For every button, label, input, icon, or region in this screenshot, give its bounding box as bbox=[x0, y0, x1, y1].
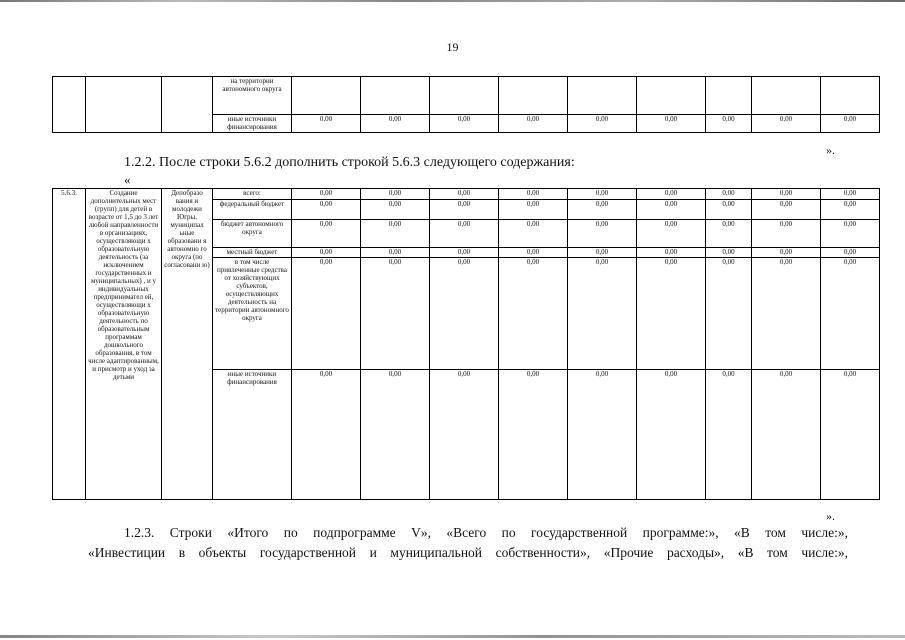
value-cell: 0,00 bbox=[430, 370, 499, 500]
closing-quote: ». bbox=[826, 143, 835, 157]
value-cell: 0,00 bbox=[292, 258, 361, 370]
page-number: 19 bbox=[446, 40, 459, 54]
value-cell: 0,00 bbox=[361, 189, 430, 200]
value-cell: 0,00 bbox=[292, 115, 361, 133]
value-cell: 0,00 bbox=[499, 189, 568, 200]
value-cell bbox=[430, 77, 499, 115]
value-cell bbox=[361, 77, 430, 115]
value-cell: 0,00 bbox=[752, 220, 821, 248]
empty-cell bbox=[162, 77, 213, 133]
value-cell bbox=[752, 77, 821, 115]
funding-source-label: местный бюджет bbox=[213, 248, 292, 258]
table-row bbox=[53, 189, 880, 200]
value-cell: 0,00 bbox=[752, 189, 821, 200]
row-number: 5.6.3. bbox=[53, 189, 86, 500]
value-cell: 0,00 bbox=[821, 115, 880, 133]
value-cell: 0,00 bbox=[706, 370, 752, 500]
value-cell bbox=[292, 77, 361, 115]
funding-source-label: иные источники финансирования bbox=[213, 370, 292, 500]
funding-source-label: в том числе привлеченные средства от хозяйствующих субъектов, осуществляющих деятельность на территории автономного округа bbox=[213, 258, 292, 370]
section-heading: 1.2.2. После строки 5.6.2 дополнить строкой 5.6.3 следующего содержания: bbox=[124, 155, 575, 170]
value-cell: 0,00 bbox=[568, 189, 637, 200]
value-cell: 0,00 bbox=[430, 115, 499, 133]
value-cell: 0,00 bbox=[361, 248, 430, 258]
value-cell: 0,00 bbox=[292, 200, 361, 220]
paragraph-line: «Инвестиции в объекты государственной и муниципальной собственности», «Прочие расходы», «В том числе:», bbox=[88, 545, 848, 560]
value-cell: 0,00 bbox=[361, 258, 430, 370]
value-cell: 0,00 bbox=[292, 370, 361, 500]
value-cell: 0,00 bbox=[752, 200, 821, 220]
value-cell bbox=[821, 77, 880, 115]
funding-source-label: бюджет автономного округа bbox=[213, 220, 292, 248]
value-cell: 0,00 bbox=[637, 189, 706, 200]
value-cell: 0,00 bbox=[499, 258, 568, 370]
value-cell: 0,00 bbox=[637, 220, 706, 248]
value-cell: 0,00 bbox=[637, 200, 706, 220]
paragraph-line: 1.2.3. Строки «Итого по подпрограмме V», «Всего по государственной программе:», «В том числе:», bbox=[124, 525, 848, 540]
value-cell: 0,00 bbox=[821, 200, 880, 220]
value-cell: 0,00 bbox=[752, 258, 821, 370]
value-cell: 0,00 bbox=[821, 189, 880, 200]
value-cell: 0,00 bbox=[706, 115, 752, 133]
value-cell: 0,00 bbox=[637, 115, 706, 133]
value-cell: 0,00 bbox=[637, 370, 706, 500]
funding-source-label: федеральный бюджет bbox=[213, 200, 292, 220]
value-cell: 0,00 bbox=[706, 189, 752, 200]
value-cell: 0,00 bbox=[706, 258, 752, 370]
value-cell: 0,00 bbox=[568, 258, 637, 370]
funding-source-label: всего: bbox=[213, 189, 292, 200]
value-cell: 0,00 bbox=[568, 370, 637, 500]
activity-description: Создание дополнительных мест (групп) для детей в возрасте от 1,5 до 3 лет любой направленности в организациях, осуществляющи х образовательную деятельность (за исключением государственных и муниципальных) , и у индивидуальных предпринимател ей, осуществляющи х образовательную деятельность по образовательным программам дошкольного образования, в том числе адаптированным, и присмотр и уход за детьми bbox=[86, 189, 162, 500]
value-cell: 0,00 bbox=[361, 115, 430, 133]
executor: Депобразо вания и молодежи Югры, муниципал ьные образовани я автономно го округа (по согласовани ю) bbox=[162, 189, 213, 500]
value-cell: 0,00 bbox=[568, 220, 637, 248]
value-cell: 0,00 bbox=[568, 115, 637, 133]
value-cell: 0,00 bbox=[499, 370, 568, 500]
value-cell: 0,00 bbox=[430, 258, 499, 370]
closing-quote: ». bbox=[826, 509, 835, 523]
value-cell: 0,00 bbox=[821, 258, 880, 370]
value-cell: 0,00 bbox=[821, 220, 880, 248]
value-cell bbox=[568, 77, 637, 115]
value-cell: 0,00 bbox=[568, 248, 637, 258]
value-cell bbox=[499, 77, 568, 115]
value-cell bbox=[637, 77, 706, 115]
funding-source-label: иные источники финансирования bbox=[213, 115, 292, 133]
funding-source-label: на территории автономного округа bbox=[213, 77, 292, 115]
value-cell: 0,00 bbox=[430, 200, 499, 220]
value-cell: 0,00 bbox=[752, 248, 821, 258]
value-cell: 0,00 bbox=[292, 248, 361, 258]
value-cell: 0,00 bbox=[292, 189, 361, 200]
value-cell: 0,00 bbox=[499, 248, 568, 258]
value-cell: 0,00 bbox=[706, 248, 752, 258]
value-cell: 0,00 bbox=[821, 248, 880, 258]
value-cell: 0,00 bbox=[752, 370, 821, 500]
scan-edge-bottom bbox=[0, 635, 905, 638]
value-cell bbox=[706, 77, 752, 115]
value-cell: 0,00 bbox=[568, 200, 637, 220]
value-cell: 0,00 bbox=[430, 248, 499, 258]
value-cell: 0,00 bbox=[706, 200, 752, 220]
value-cell: 0,00 bbox=[752, 115, 821, 133]
table-row bbox=[53, 77, 880, 115]
value-cell: 0,00 bbox=[292, 220, 361, 248]
value-cell: 0,00 bbox=[361, 200, 430, 220]
value-cell: 0,00 bbox=[430, 220, 499, 248]
empty-cell bbox=[53, 77, 86, 133]
value-cell: 0,00 bbox=[637, 258, 706, 370]
value-cell: 0,00 bbox=[499, 115, 568, 133]
value-cell: 0,00 bbox=[430, 189, 499, 200]
value-cell: 0,00 bbox=[821, 370, 880, 500]
scan-edge-top bbox=[0, 0, 905, 2]
value-cell: 0,00 bbox=[499, 200, 568, 220]
value-cell: 0,00 bbox=[706, 220, 752, 248]
value-cell: 0,00 bbox=[361, 370, 430, 500]
table-row-5-6-3 bbox=[52, 188, 880, 500]
value-cell: 0,00 bbox=[361, 220, 430, 248]
opening-quote: « bbox=[124, 172, 131, 187]
table-continuation bbox=[52, 76, 880, 133]
value-cell: 0,00 bbox=[637, 248, 706, 258]
empty-cell bbox=[86, 77, 162, 133]
value-cell: 0,00 bbox=[499, 220, 568, 248]
